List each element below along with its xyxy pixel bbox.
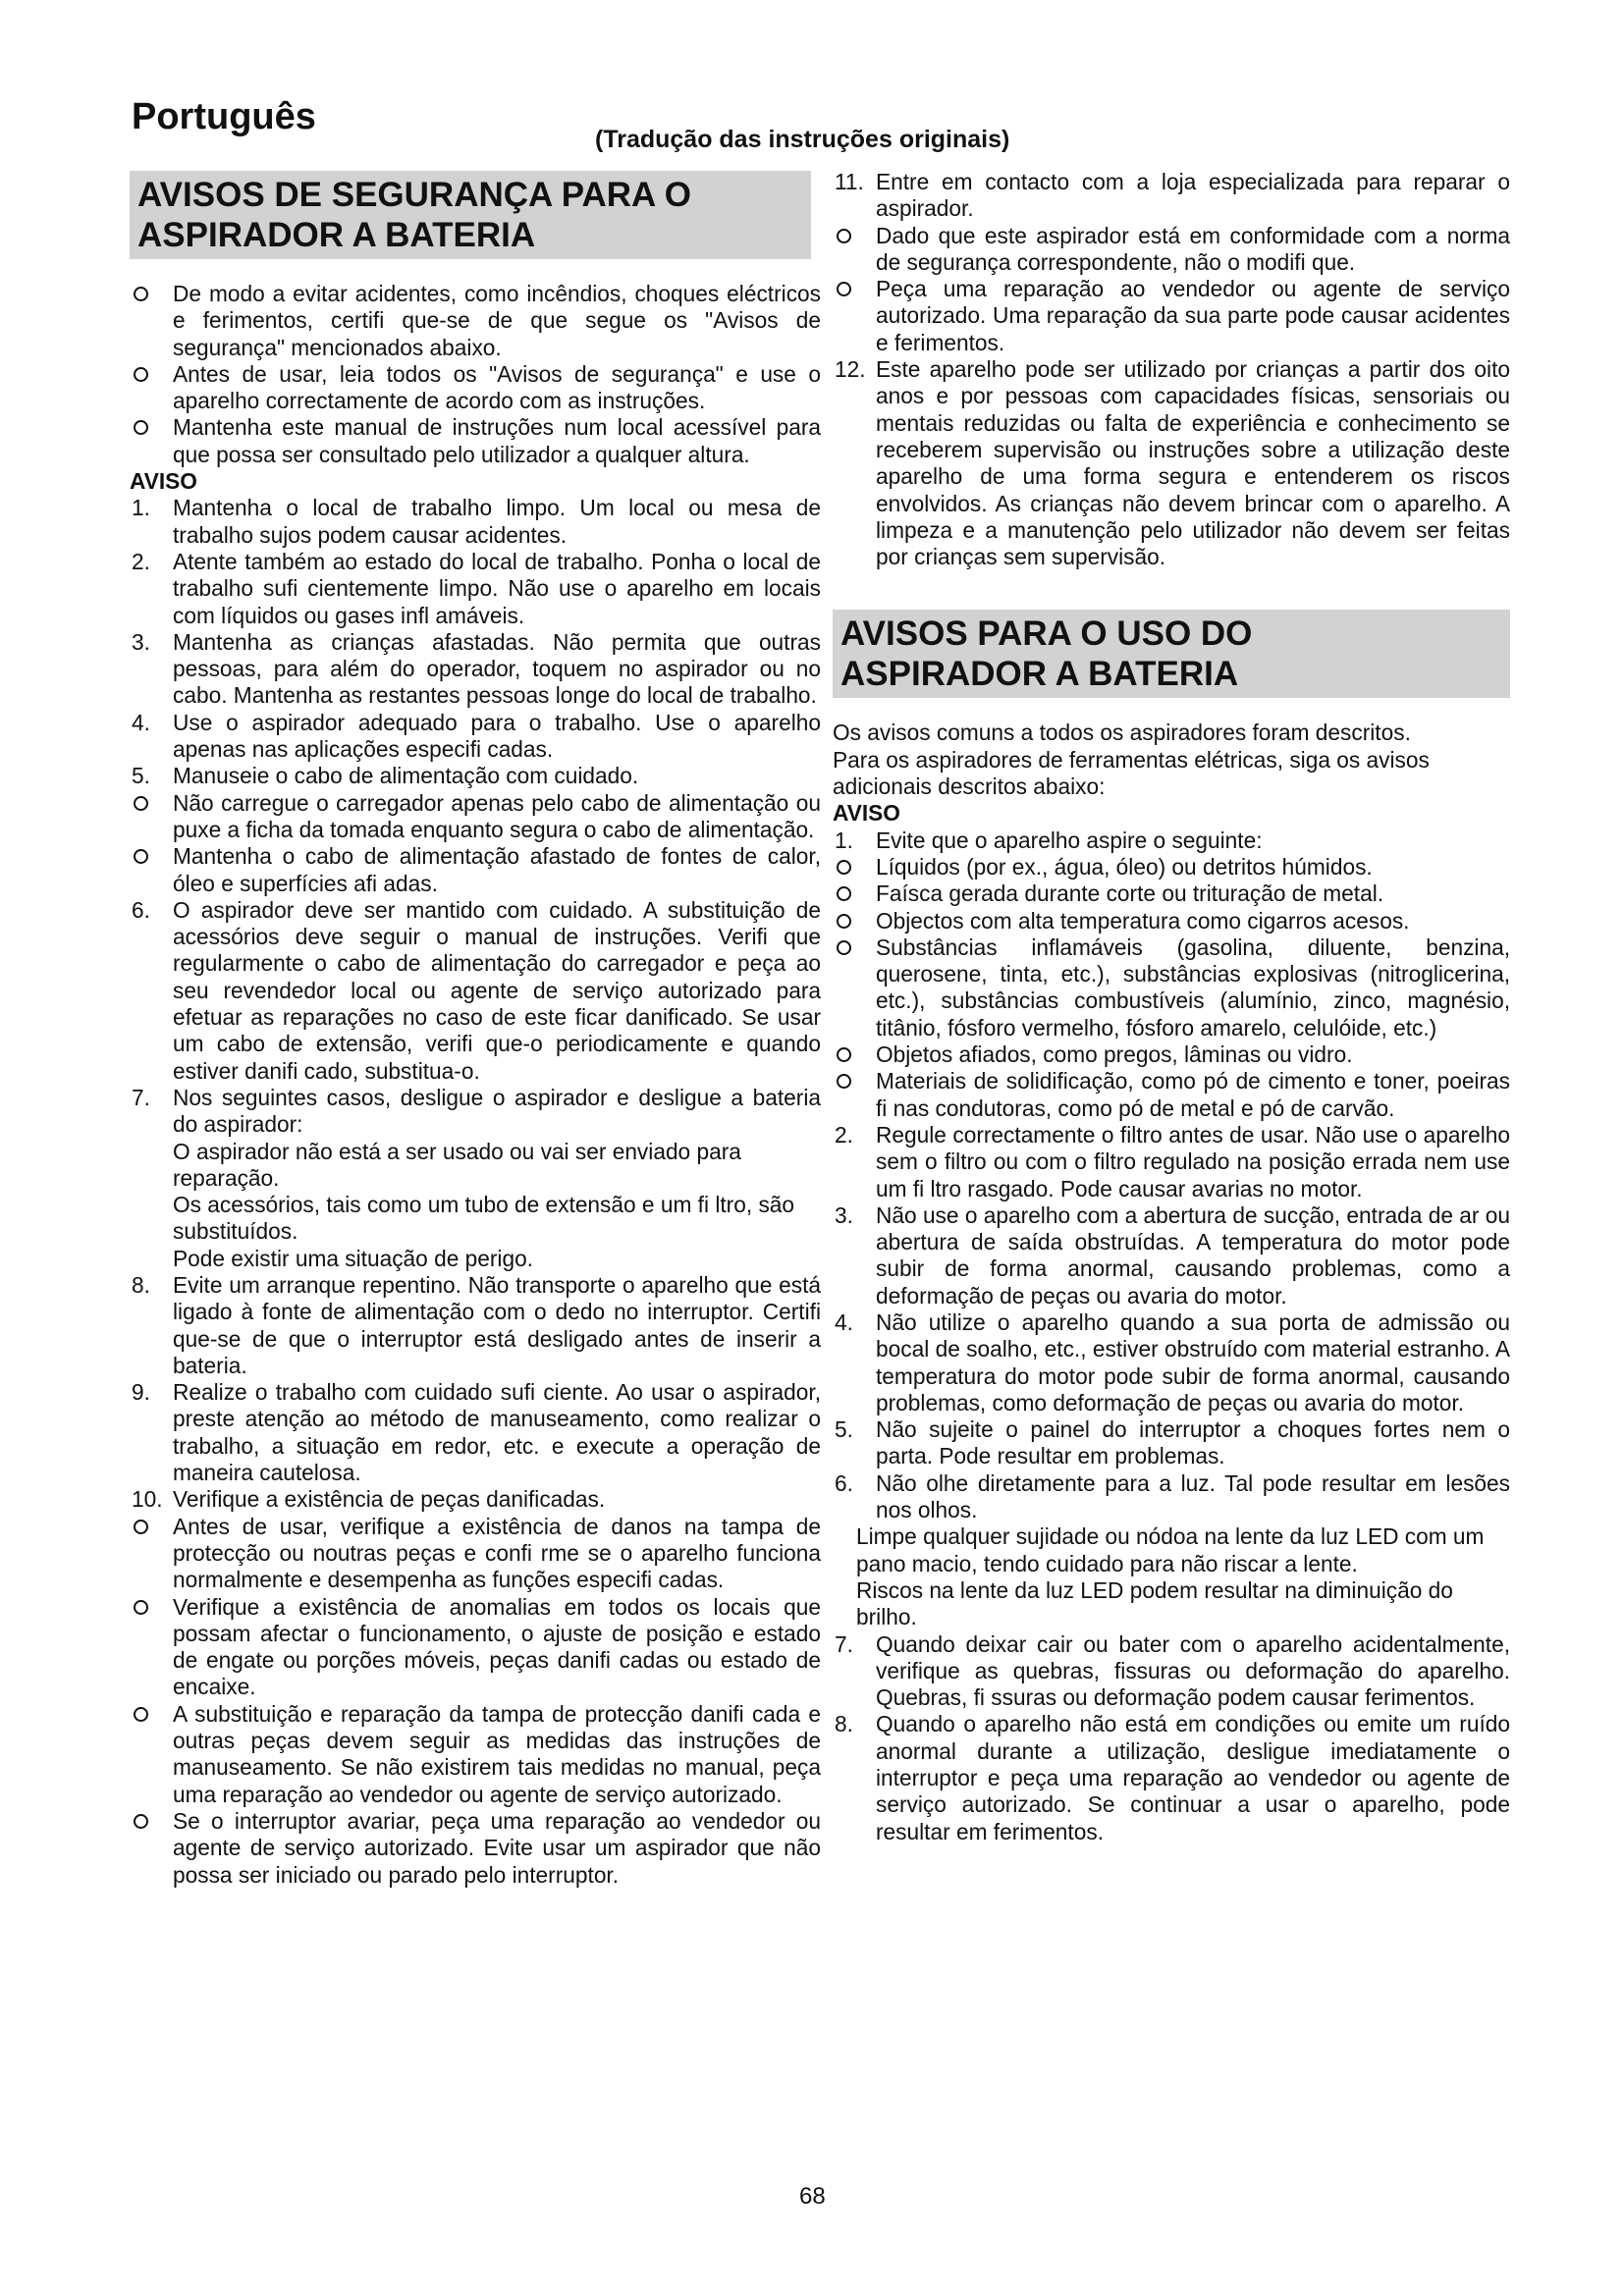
bullet-circle-icon [134, 849, 148, 864]
language-title: Português [132, 96, 316, 137]
list-item: Líquidos (por ex., água, óleo) ou detritos húmidos. [833, 854, 1510, 881]
bullet-circle-icon [134, 420, 148, 435]
list-item: Mantenha o cabo de alimentação afastado de fontes de calor, óleo e superfícies afi adas. [130, 843, 821, 897]
numbered-item: 2. Atente também ao estado do local de trabalho. Ponha o local de trabalho sufi cientemente limpo. Não use o aparelho em locais com líquidos ou gases infl amáveis. [132, 548, 821, 628]
left-column [130, 171, 821, 1889]
numbered-item: 2. Regule correctamente o filtro antes de usar. Não use o aparelho sem o filtro ou com o filtro regulado na posição errada nem use um fi ltro rasgado. Pode causar avarias no motor. [835, 1121, 1510, 1201]
numbered-item: 9. Realize o trabalho com cuidado sufi ciente. Ao usar o aspirador, preste atenção ao método de manuseamento, como realizar o trabalho, a situação em redor, etc. e execute a operação de maneira cautelosa. [132, 1379, 821, 1486]
list-item: Mantenha este manual de instruções num local acessível para que possa ser consultado pelo utilizador a qualquer altura. [130, 414, 821, 468]
bullet-circle-icon [134, 367, 148, 382]
bullet-circle-icon [134, 1814, 148, 1829]
safety-warnings-heading: AVISOS DE SEGURANÇA PARA O ASPIRADOR A BATERIA [130, 171, 811, 259]
numbered-item: 3. Mantenha as crianças afastadas. Não permita que outras pessoas, para além do operador, toquem no aspirador ou no cabo. Mantenha as restantes pessoas longe do local de trabalho. [132, 628, 821, 709]
bullet-circle-icon [134, 1707, 148, 1722]
page-number: 68 [799, 2183, 826, 2210]
bullet-circle-icon [134, 1600, 148, 1615]
numbered-item: 7. Quando deixar cair ou bater com o aparelho acidentalmente, verifique as quebras, fissuras ou deformação do aparelho. Quebras, fi ssuras ou deformação podem causar ferimentos. [835, 1630, 1510, 1711]
numbered-item: 1. Evite que o aparelho aspire o seguinte: [835, 827, 1263, 853]
intro-paragraph: Para os aspiradores de ferramentas elétricas, siga os avisos adicionais descritos abaixo: [833, 746, 1430, 800]
bullet-circle-icon [837, 886, 851, 901]
list-item: Antes de usar, leia todos os "Avisos de segurança" e use o aparelho correctamente de acordo com as instruções. [130, 361, 821, 415]
numbered-item: 5. Manuseie o cabo de alimentação com cuidado. [132, 763, 639, 789]
numbered-item: 3. Não use o aparelho com a abertura de sucção, entrada de ar ou abertura de saída obstruídas. A temperatura do motor pode subir de forma anormal, causando problemas, como a deformação de peças ou avaria do motor. [835, 1201, 1510, 1308]
sub-paragraph: Limpe qualquer sujidade ou nódoa na lente da luz LED com um pano macio, tendo cuidado para não riscar a lente. [856, 1523, 1485, 1576]
sub-paragraph: Riscos na lente da luz LED podem resultar na diminuição do brilho. [856, 1576, 1453, 1630]
list-item: Objectos com alta temperatura como cigarros acesos. [833, 908, 1510, 934]
numbered-item: 10. Verifique a existência de peças danificadas. [132, 1486, 606, 1513]
bullet-circle-icon [837, 282, 851, 296]
usage-warnings-heading: AVISOS PARA O USO DO ASPIRADOR A BATERIA [833, 610, 1510, 698]
bullet-circle-icon [134, 796, 148, 811]
bullet-circle-icon [837, 940, 851, 955]
list-item: Dado que este aspirador está em conformidade com a norma de segurança correspondente, não o modifi que. [833, 223, 1510, 277]
sub-paragraph: Pode existir uma situação de perigo. [173, 1245, 533, 1271]
list-item: De modo a evitar acidentes, como incêndios, choques eléctricos e ferimentos, certifi que-se de que segue os "Avisos de segurança" mencionados abaixo. [130, 281, 821, 361]
aviso-label: AVISO [130, 468, 197, 495]
list-item: Antes de usar, verifique a existência de danos na tampa de protecção ou noutras peças e confi rme se o aparelho funciona normalmente e desempenha as funções especifi cadas. [130, 1514, 821, 1594]
bullet-circle-icon [134, 287, 148, 301]
list-item: Verifique a existência de anomalias em todos os locais que possam afectar o funcionamento, o ajuste de posição e estado de engate ou porções móveis, peças danifi cadas ou estado de encaixe. [130, 1594, 821, 1701]
right-column [833, 169, 1510, 1845]
numbered-item: 8. Evite um arranque repentino. Não transporte o aparelho que está ligado à fonte de alimentação com o dedo no interruptor. Certifi que-se de que o interruptor está desligado antes de inserir a bateria. [132, 1271, 821, 1378]
list-item: Peça uma reparação ao vendedor ou agente de serviço autorizado. Uma reparação da sua parte pode causar acidentes e ferimentos. [833, 276, 1510, 356]
translation-subtitle: (Tradução das instruções originais) [595, 126, 1010, 153]
numbered-item: 6. Não olhe diretamente para a luz. Tal pode resultar em lesões nos olhos. [835, 1469, 1510, 1523]
list-item: Se o interruptor avariar, peça uma reparação ao vendedor ou agente de serviço autorizado. Evite usar um aspirador que não possa ser iniciado ou parado pelo interruptor. [130, 1808, 821, 1889]
numbered-item: 6. O aspirador deve ser mantido com cuidado. A substituição de acessórios deve seguir o manual de instruções. Verifi que regularmente o cabo de alimentação do carregador e peça ao seu revendedor local ou agente de serviço autorizado para efetuar as reparações no caso de este ficar danificado. Se usar um cabo de extensão, verifi que-o periodicamente e quando estiver danifi cado, substitua-o. [132, 896, 821, 1084]
numbered-item: 8. Quando o aparelho não está em condições ou emite um ruído anormal durante a utilização, desligue imediatamente o interruptor e peça uma reparação ao vendedor ou agente de serviço autorizado. Se continuar a usar o aparelho, pode resultar em ferimentos. [835, 1711, 1510, 1844]
intro-paragraph: Os avisos comuns a todos os aspiradores foram descritos. [833, 720, 1411, 746]
numbered-item: 4. Use o aspirador adequado para o trabalho. Use o aparelho apenas nas aplicações especifi cadas. [132, 709, 821, 763]
sub-paragraph: Os acessórios, tais como um tubo de extensão e um fi ltro, são substituídos. [173, 1192, 795, 1245]
bullet-circle-icon [837, 860, 851, 875]
aviso-label: AVISO [833, 800, 900, 827]
sub-paragraph: O aspirador não está a ser usado ou vai ser enviado para reparação. [173, 1138, 741, 1191]
bullet-circle-icon [837, 914, 851, 929]
list-item: Não carregue o carregador apenas pelo cabo de alimentação ou puxe a ficha da tomada enquanto segura o cabo de alimentação. [130, 790, 821, 844]
list-item: Substâncias inflamáveis (gasolina, diluente, benzina, querosene, tinta, etc.), substâncias explosivas (nitroglicerina, etc.), substâncias combustíveis (alumínio, zinco, magnésio, titânio, fósforo vermelho, fósforo amarelo, celulóide, etc.) [833, 934, 1510, 1041]
list-item: Objetos afiados, como pregos, lâminas ou vidro. [833, 1041, 1510, 1068]
list-item: Faísca gerada durante corte ou trituração de metal. [833, 881, 1510, 907]
list-item: A substituição e reparação da tampa de protecção danifi cada e outras peças devem seguir as medidas das instruções de manuseamento. Se não existirem tais medidas no manual, peça uma reparação ao vendedor ou agente de serviço autorizado. [130, 1701, 821, 1808]
bullet-circle-icon [837, 1074, 851, 1089]
numbered-item: 5. Não sujeite o painel do interruptor a choques fortes nem o parta. Pode resultar em problemas. [835, 1416, 1510, 1469]
bullet-circle-icon [837, 229, 851, 243]
numbered-item: 1. Mantenha o local de trabalho limpo. Um local ou mesa de trabalho sujos podem causar acidentes. [132, 495, 821, 548]
numbered-item: 7. Nos seguintes casos, desligue o aspirador e desligue a bateria do aspirador: [132, 1084, 821, 1138]
numbered-item: 11. Entre em contacto com a loja especializada para reparar o aspirador. [835, 169, 1510, 222]
numbered-item: 4. Não utilize o aparelho quando a sua porta de admissão ou bocal de soalho, etc., estiver obstruído com material estranho. A temperatura do motor pode subir de forma anormal, causando problemas, como deformação de peças ou avaria do motor. [835, 1308, 1510, 1415]
bullet-circle-icon [134, 1520, 148, 1534]
bullet-circle-icon [837, 1047, 851, 1062]
numbered-item: 12. Este aparelho pode ser utilizado por crianças a partir dos oito anos e por pessoas com capacidades físicas, sensoriais ou mentais reduzidas ou falta de experiência e conhecimento se receberem supervisão ou instruções sobre a utilização deste aparelho de uma forma segura e entenderem os riscos envolvidos. As crianças não devem brincar com o aparelho. A limpeza e a manutenção pelo utilizador não devem ser feitas por crianças sem supervisão. [835, 356, 1510, 570]
list-item: Materiais de solidificação, como pó de cimento e toner, poeiras fi nas condutoras, como pó de metal e pó de carvão. [833, 1068, 1510, 1122]
